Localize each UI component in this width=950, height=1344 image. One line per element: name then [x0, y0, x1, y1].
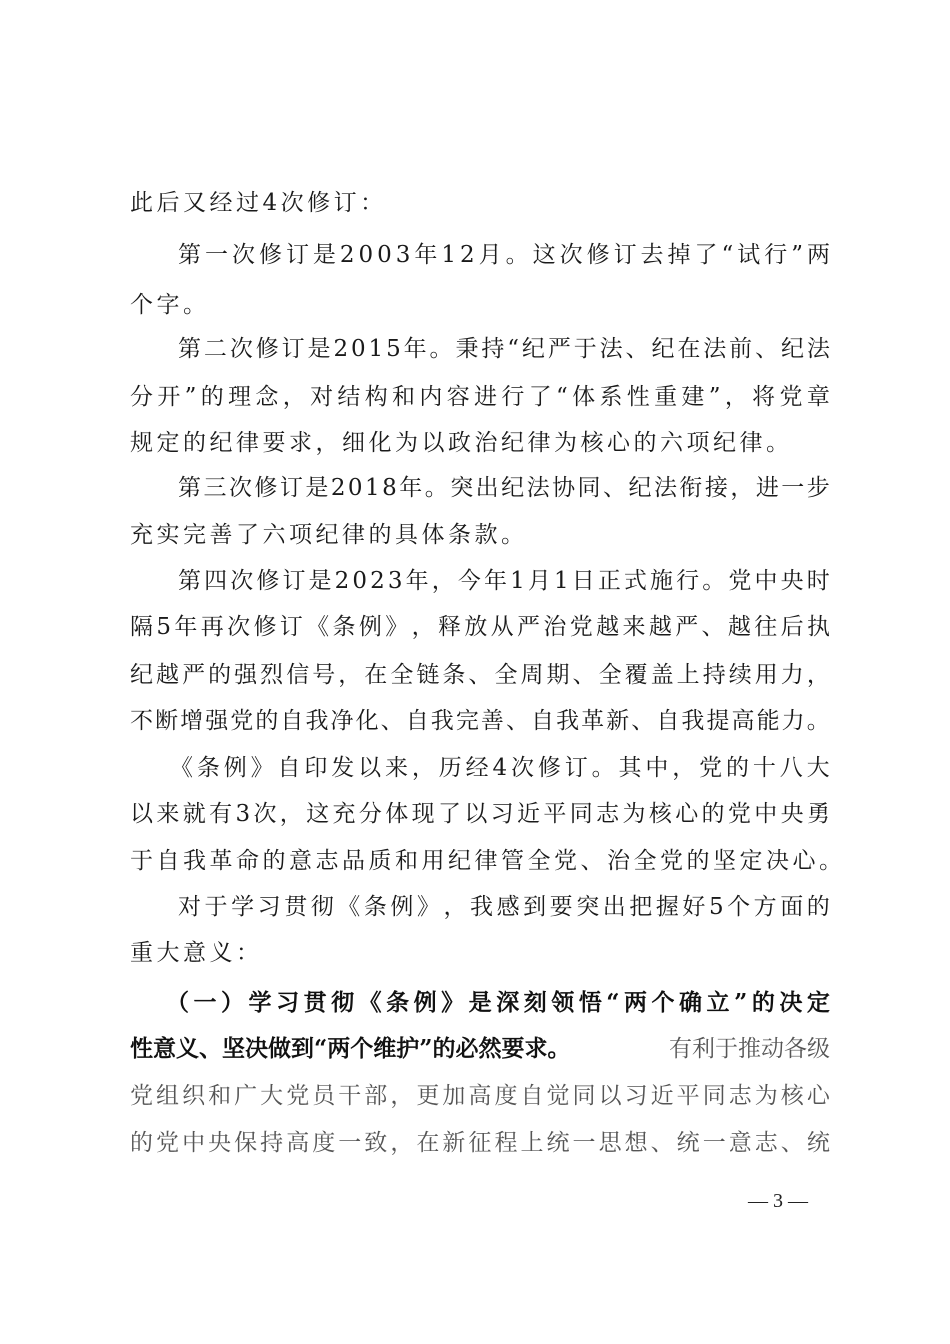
page-number: — 3 —	[748, 1190, 808, 1212]
section-heading-line-1: （ 一 ） 学 习 贯 彻 《 条 例 》 是 深 刻 领 悟 “ 两 个 确 立 ” 的 决 定	[166, 989, 830, 1016]
section-body-start: 有利于推动各级	[669, 1036, 830, 1062]
paragraph-line: 不 断 增 强 党 的 自 我 净 化 、 自 我 完 善 、 自 我 革 新 、 自 我 提 高 能 力 。	[130, 708, 830, 734]
paragraph-line: 第 四 次 修 订 是 2 0 2 3 年 ， 今 年 1 月 1 日 正 式 施 行 。 党 中 央 时	[178, 568, 830, 594]
paragraph-line: 隔 5 年 再 次 修 订 《 条 例 》 ， 释 放 从 严 治 党 越 来 越 严 、 越 往 后 执	[130, 614, 830, 640]
paragraph-line: 于自我革命的意志品质和用纪律管全党、治全党的坚定决心。	[130, 848, 846, 874]
section-body-line: 的 党 中 央 保 持 高 度 一 致 ， 在 新 征 程 上 统 一 思 想 、 统 一 意 志 、 统	[130, 1130, 830, 1156]
section-body-line: 党 组 织 和 广 大 党 员 干 部 ， 更 加 高 度 自 觉 同 以 习 近 平 同 志 为 核 心	[130, 1083, 830, 1109]
section-heading-line-2	[130, 1034, 830, 1064]
paragraph-line: 重大意义：	[130, 940, 263, 966]
paragraph-line: 充实完善了六项纪律的具体条款。	[130, 522, 528, 548]
paragraph-line: 第 二 次 修 订 是 2 0 1 5 年 。 秉 持 “ 纪 严 于 法 、 纪 在 法 前 、 纪 法	[178, 336, 830, 362]
paragraph-line: 《 条 例 》 自 印 发 以 来 ， 历 经 4 次 修 订 。 其 中 ， 党 的 十 八 大	[170, 755, 830, 781]
section-heading-bold: 性意义、坚决做到“两个维护”的必然要求。	[130, 1035, 571, 1062]
paragraph-line: 对 于 学 习 贯 彻 《 条 例 》 ， 我 感 到 要 突 出 把 握 好 5 个 方 面 的	[178, 894, 830, 920]
paragraph-line: 分 开 ” 的 理 念 ， 对 结 构 和 内 容 进 行 了 “ 体 系 性 重 建 ” ， 将 党 章	[130, 384, 830, 410]
paragraph-line: 此后又经过4次修订：	[130, 190, 387, 216]
paragraph-line: 第 三 次 修 订 是 2 0 1 8 年 。 突 出 纪 法 协 同 、 纪 法 衔 接 ， 进 一 步	[178, 475, 830, 501]
paragraph-line: 纪 越 严 的 强 烈 信 号 ， 在 全 链 条 、 全 周 期 、 全 覆 盖 上 持 续 用 力 ，	[130, 662, 830, 688]
paragraph-line: 第 一 次 修 订 是 2 0 0 3 年 1 2 月 。 这 次 修 订 去 掉 了 “ 试 行 ” 两	[178, 242, 830, 268]
paragraph-line: 个字。	[130, 292, 210, 318]
paragraph-line: 以 来 就 有 3 次 ， 这 充 分 体 现 了 以 习 近 平 同 志 为 核 心 的 党 中 央 勇	[130, 801, 830, 827]
paragraph-line: 规定的纪律要求，细化为以政治纪律为核心的六项纪律。	[130, 430, 793, 456]
